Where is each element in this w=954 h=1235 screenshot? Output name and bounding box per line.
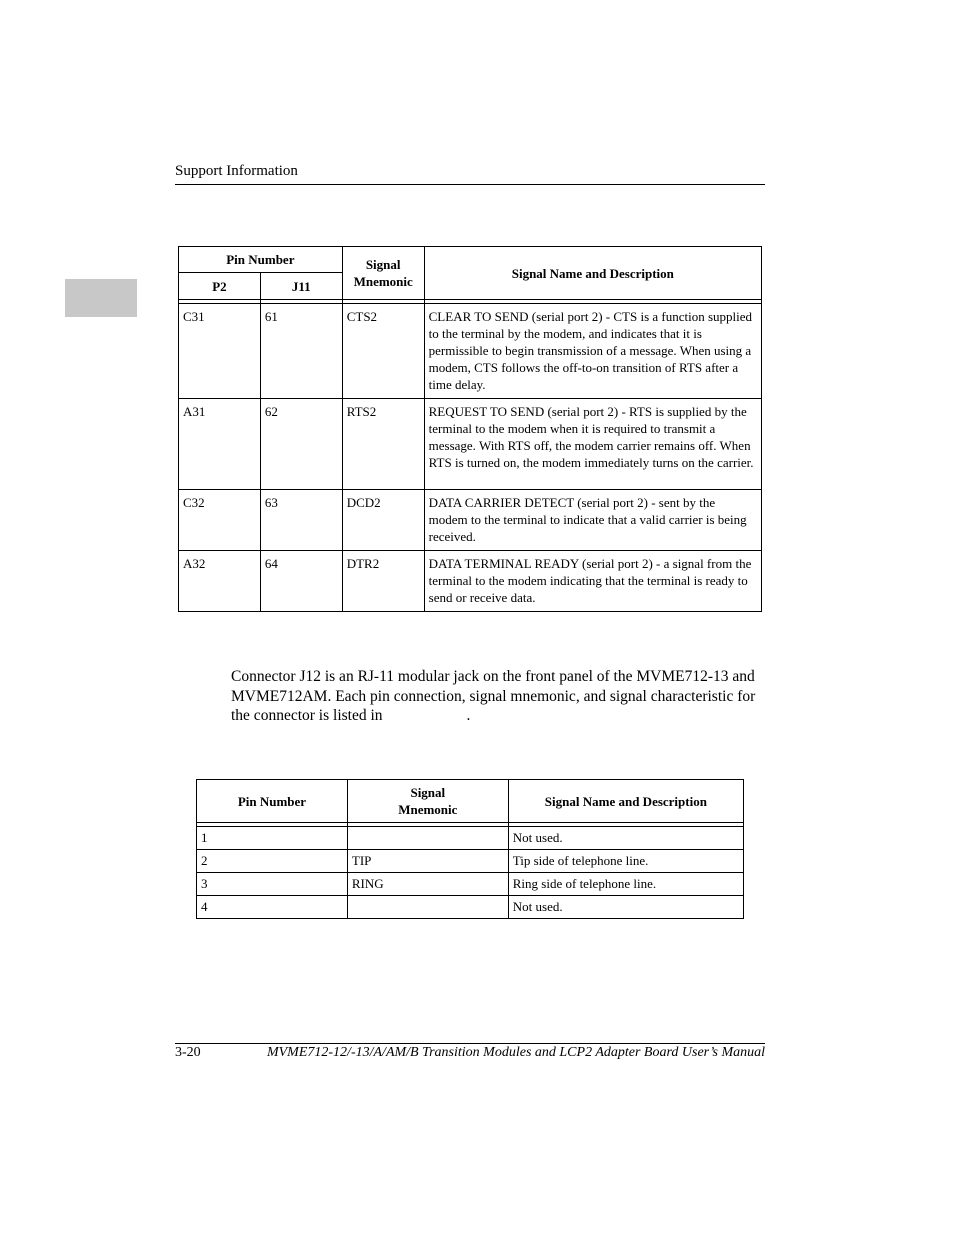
j11-cell: 64 — [260, 551, 342, 612]
signal-mnemonic-header: Signal Mnemonic — [342, 247, 424, 300]
table-row — [197, 827, 744, 850]
pin-cell: 2 — [197, 850, 348, 873]
pin-number-header: Pin Number — [179, 247, 343, 273]
p2-cell: C32 — [179, 490, 261, 551]
mnemonic-cell: RTS2 — [342, 399, 424, 490]
j11-cell: 63 — [260, 490, 342, 551]
p2-cell: C31 — [179, 304, 261, 399]
manual-title: MVME712-12/-13/A/AM/B Transition Modules and LCP2 Adapter Board User’s Manual — [266, 1045, 765, 1060]
j11-cell: 61 — [260, 304, 342, 399]
paragraph-end: . — [466, 707, 471, 724]
j11-pin-table — [178, 246, 762, 612]
table-row — [197, 850, 744, 873]
description-cell: CLEAR TO SEND (serial port 2) - CTS is a function supplied to the terminal by the modem, and indicates that it is permissible to begin transmission of a message. When using a modem, CTS follows the off-to-on transition of RTS after a time delay. — [424, 304, 761, 399]
table-row — [197, 896, 744, 919]
p2-cell: A31 — [179, 399, 261, 490]
page-number: 3-20 — [175, 1045, 201, 1060]
description-cell: Ring side of telephone line. — [508, 873, 743, 896]
mnemonic-cell: TIP — [347, 850, 508, 873]
connector-j12-paragraph — [231, 667, 771, 726]
p2-header: P2 — [179, 273, 261, 300]
header-rule — [175, 184, 765, 185]
footer-rule — [175, 1043, 765, 1044]
signal-mnemonic-header: Signal Mnemonic — [347, 780, 508, 823]
mnemonic-cell: DCD2 — [342, 490, 424, 551]
running-header: Support Information — [175, 163, 298, 179]
j11-cell: 62 — [260, 399, 342, 490]
description-cell: DATA TERMINAL READY (serial port 2) - a signal from the terminal to the modem indicating that the terminal is ready to send or receive data. — [424, 551, 761, 612]
mnemonic-cell: DTR2 — [342, 551, 424, 612]
description-cell: Tip side of telephone line. — [508, 850, 743, 873]
pin-cell: 1 — [197, 827, 348, 850]
pin-number-header: Pin Number — [197, 780, 348, 823]
p2-cell: A32 — [179, 551, 261, 612]
description-cell: REQUEST TO SEND (serial port 2) - RTS is supplied by the terminal to the modem when it is required to transmit a message. With RTS off, the modem carrier remains off. When RTS is turned on, the modem immediately turns on the carrier. — [424, 399, 761, 490]
chapter-tab — [65, 279, 137, 317]
j11-header: J11 — [260, 273, 342, 300]
mnemonic-cell — [347, 827, 508, 850]
j12-pin-table — [196, 779, 744, 919]
paragraph-text: Connector J12 is an RJ-11 modular jack on the front panel of the MVME712-13 and MVME712AM. Each pin connection, signal mnemonic, and signal characteristic for the connector is listed in — [231, 668, 756, 724]
description-cell: DATA CARRIER DETECT (serial port 2) - sent by the modem to the terminal to indicate that a valid carrier is being received. — [424, 490, 761, 551]
table-row — [179, 304, 762, 399]
mnemonic-cell — [347, 896, 508, 919]
table-row — [179, 490, 762, 551]
signal-description-header: Signal Name and Description — [424, 247, 761, 300]
description-cell: Not used. — [508, 827, 743, 850]
mnemonic-cell: CTS2 — [342, 304, 424, 399]
pin-cell: 3 — [197, 873, 348, 896]
mnemonic-cell: RING — [347, 873, 508, 896]
signal-description-header: Signal Name and Description — [508, 780, 743, 823]
description-cell: Not used. — [508, 896, 743, 919]
pin-cell: 4 — [197, 896, 348, 919]
table-row — [179, 399, 762, 490]
table-row — [197, 873, 744, 896]
table-row — [179, 551, 762, 612]
